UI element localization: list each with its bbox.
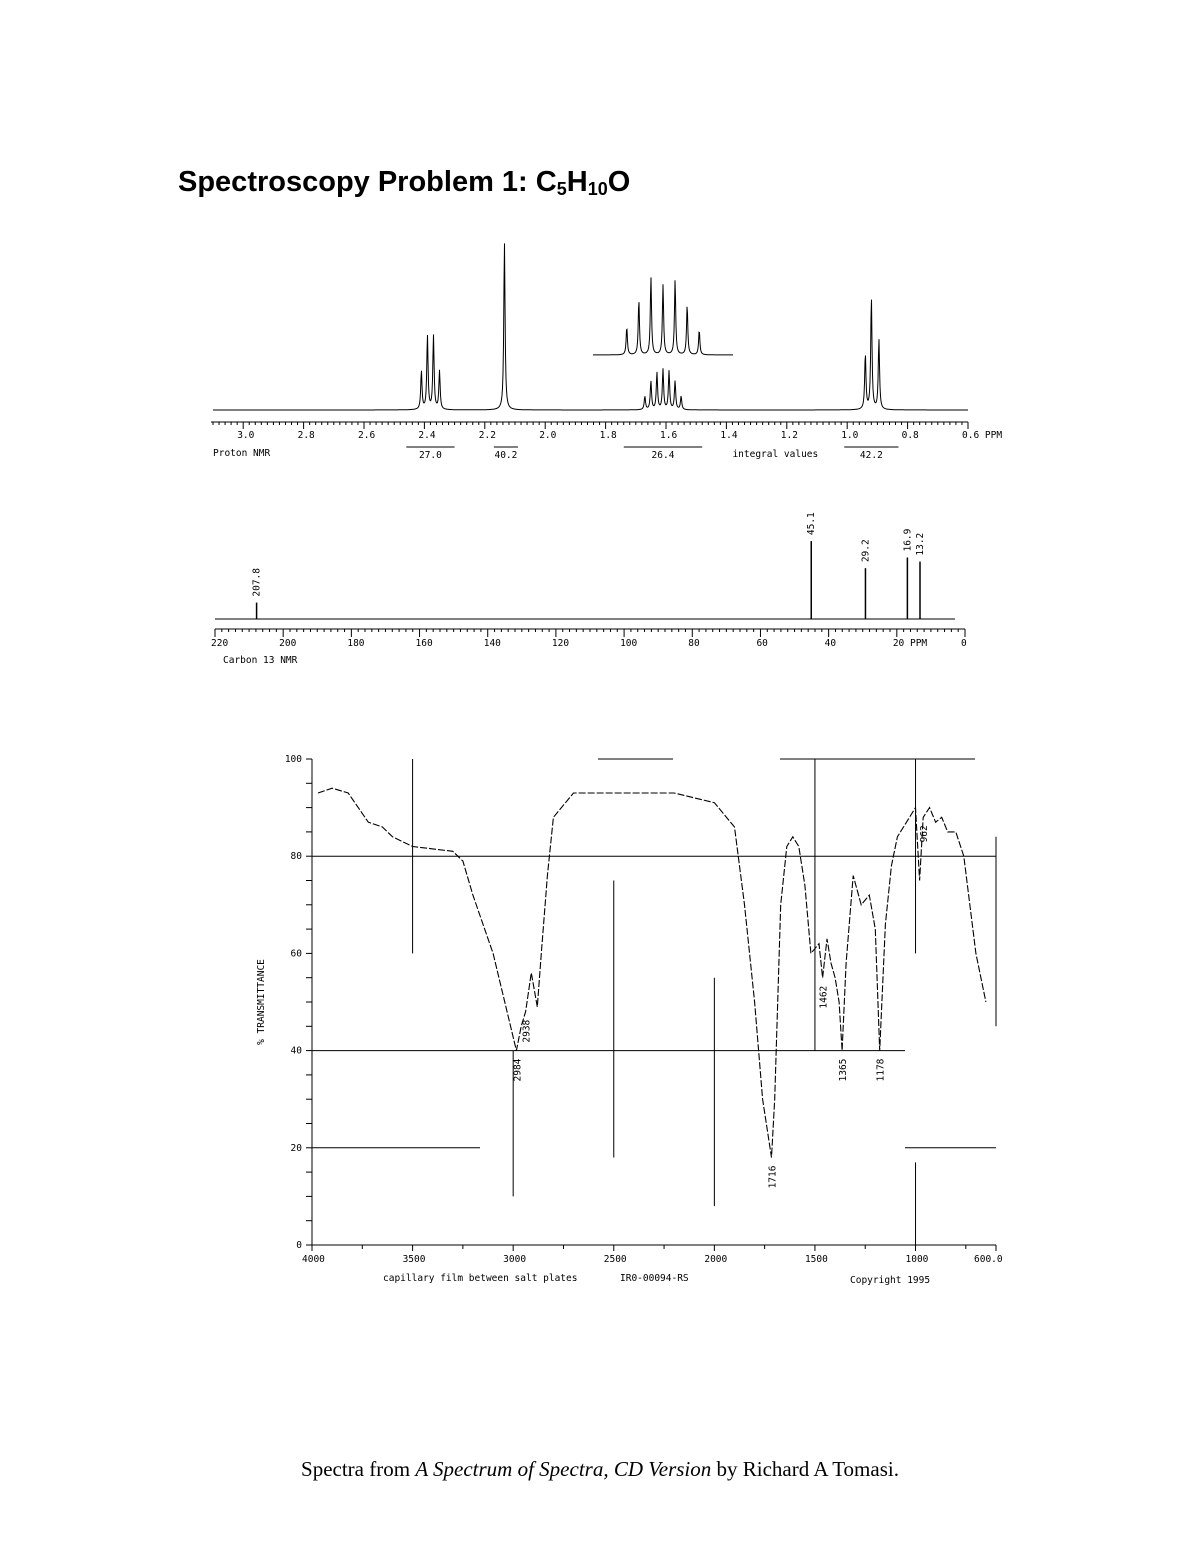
carbon-nmr-peak-label: 207.8 [251, 567, 263, 597]
carbon-nmr-tick-label: 220 [211, 638, 229, 649]
title-sub-5: 5 [556, 179, 567, 199]
credit-suffix: by Richard A Tomasi. [711, 1457, 899, 1481]
integral-value: 26.4 [651, 450, 675, 461]
carbon-nmr-caption: Carbon 13 NMR [223, 655, 298, 666]
carbon-nmr-tick-label: 180 [347, 638, 365, 649]
carbon-nmr-tick-label: 40 [824, 638, 837, 649]
ir-band-label: 1365 [838, 1058, 850, 1082]
proton-nmr-tick-label: 0.8 [901, 430, 919, 441]
title-main: Spectroscopy Problem 1: C [178, 166, 557, 198]
ir-x-tick-label: 4000 [302, 1254, 325, 1265]
source-credit [0, 1457, 1200, 1482]
credit-book-title: A Spectrum of Spectra, CD Version [415, 1457, 712, 1481]
ir-band-label: 2984 [512, 1058, 524, 1082]
carbon-nmr-tick-label: 200 [279, 638, 297, 649]
proton-nmr-tick-label: 1.6 [660, 430, 678, 441]
ir-x-tick-label: 3500 [402, 1254, 426, 1265]
carbon-nmr-peak-label: 16.9 [902, 528, 914, 552]
proton-nmr-tick-label: 2.4 [418, 430, 436, 441]
ir-x-tick-label: 2500 [603, 1254, 627, 1265]
proton-nmr-tick-label: 1.0 [841, 430, 859, 441]
proton-nmr-tick-label: 2.0 [539, 430, 557, 441]
proton-nmr-tick-label: 3.0 [237, 430, 255, 441]
ir-y-tick-label: 80 [290, 851, 302, 863]
ir-y-axis-label: % TRANSMITTANCE [256, 959, 267, 1045]
carbon-nmr-tick-label: 80 [688, 638, 700, 649]
title-sub-10: 10 [587, 179, 608, 199]
ir-y-tick-label: 0 [296, 1240, 302, 1251]
ir-transmittance-curve [318, 788, 986, 1157]
ir-band-label: 962 [919, 825, 931, 843]
ir-band-label: 1178 [875, 1058, 887, 1082]
ir-x-tick-label: 1000 [905, 1254, 929, 1265]
carbon-nmr-peak-label: 45.1 [806, 512, 818, 536]
proton-nmr-tick-label: 0.6 PPM [962, 430, 1003, 441]
proton-nmr-tick-label: 1.2 [780, 430, 798, 441]
ir-y-tick-label: 100 [284, 754, 302, 765]
integral-value: 42.2 [859, 450, 883, 461]
ir-band-label: 1716 [767, 1165, 779, 1189]
carbon-nmr-tick-label: 60 [756, 638, 768, 649]
proton-nmr-caption: Proton NMR [213, 448, 271, 459]
ir-y-tick-label: 40 [290, 1045, 302, 1057]
ir-sample-note: capillary film between salt plates [383, 1273, 578, 1284]
credit-prefix: Spectra from [301, 1457, 416, 1481]
proton-nmr-tick-label: 1.4 [720, 430, 738, 441]
carbon-nmr-tick-label: 160 [415, 638, 433, 649]
title-o: O [607, 166, 631, 198]
ir-x-tick-label: 3000 [503, 1254, 527, 1265]
proton-nmr-tick-label: 2.2 [478, 430, 496, 441]
ir-x-tick-label: 2000 [704, 1254, 728, 1265]
ir-band-label: 1462 [818, 985, 830, 1009]
ir-copyright: Copyright 1995 [850, 1275, 931, 1286]
carbon-nmr-tick-label: 140 [483, 638, 501, 649]
carbon-nmr-tick-label: 100 [620, 638, 638, 649]
carbon-nmr-tick-label: 120 [551, 638, 570, 649]
carbon-nmr-peak-label: 29.2 [860, 539, 872, 563]
ir-x-tick-label: 1500 [804, 1254, 828, 1265]
ir-catalog-id: IR0-00094-RS [620, 1273, 689, 1284]
title-h: H [566, 166, 588, 198]
proton-nmr-tick-label: 2.6 [358, 430, 376, 441]
ir-y-tick-label: 20 [290, 1142, 302, 1154]
carbon-nmr-tick-label: 20 PPM [892, 638, 928, 649]
carbon-nmr-peak-label: 13.2 [915, 532, 926, 556]
integral-value: 40.2 [494, 450, 518, 461]
ir-x-tick-label: 600.0 [974, 1254, 1003, 1265]
ir-band-label: 2938 [521, 1019, 533, 1043]
ir-y-tick-label: 60 [290, 948, 302, 960]
proton-nmr-tick-label: 2.8 [297, 430, 315, 441]
integral-values-caption: integral values [732, 449, 819, 460]
proton-nmr-tick-label: 1.8 [599, 430, 617, 441]
integral-value: 27.0 [418, 450, 442, 461]
carbon-nmr-tick-label: 0 [961, 638, 967, 649]
